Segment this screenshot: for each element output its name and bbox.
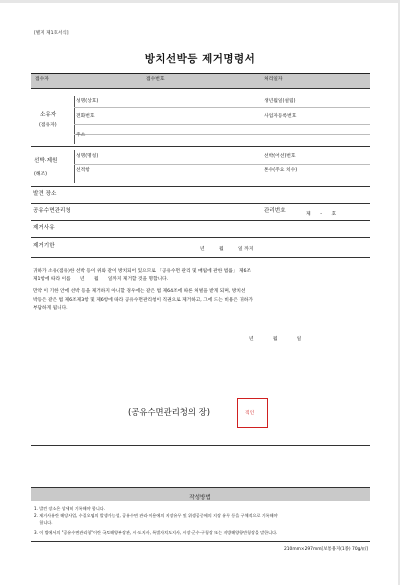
mgmt-number-label: 관리번호 xyxy=(264,208,286,214)
receipt-col-receiver: 접수자 xyxy=(35,77,49,82)
removal-reason-label: 제거사유 xyxy=(33,225,55,231)
owner-bizno-field: 사업자등록번호 xyxy=(264,114,297,119)
vessel-number-field: 선박(어선)번호 xyxy=(264,154,296,159)
guide-note-3: 3. 이 법에서의 "공유수면관리청"이란 국토해양부장관, 시·도지사, 특별자치도지사, 시장·군수·구청장 또는 지방해양항만청장을 말한니다. xyxy=(34,530,278,535)
body-paragraph-2-line-3: 부담하게 됩니다. xyxy=(33,306,68,311)
body-paragraph-2-line-1: 만약 이 기한 안에 선박 등을 제거하지 아니할 경우에는 같은 법 제64조에 따른 처벌을 받게 되며, 방치선 xyxy=(33,289,246,294)
removal-deadline-value: 년 월 일 까지 xyxy=(200,247,254,252)
authority-bottom-border xyxy=(31,220,370,221)
owner-label: 소유자 xyxy=(40,112,57,118)
owner-sub-label: (점유자) xyxy=(39,123,57,128)
owner-birth-field: 생년월일(설립) xyxy=(264,99,296,104)
owner-rule-3 xyxy=(74,134,370,135)
receipt-bottom-border xyxy=(31,88,370,89)
guide-note-2-cont: 합니다. xyxy=(34,520,53,525)
mgmt-number-value: 제 - 호 xyxy=(306,212,337,217)
body-paragraph-1-line-1: 귀하가 소유(점유)한 선박 등이 위와 같이 방치되어 있으므로 「공유수면 관리 및 매립에 관한 법률」 제6조 xyxy=(33,269,252,274)
owner-name-field: 성명(상호) xyxy=(76,99,99,104)
official-seal-label: 직인 xyxy=(245,411,255,416)
guide-note-2: 2. 제거사유란 해당사업, 수질오염의 발생가능성, 공유수면 관리·이용에의 지장유무 및 위생공중에의 지장 유무 등을 구체적으로 기록해야 xyxy=(34,513,278,518)
receipt-row xyxy=(31,74,370,88)
removal-deadline-label: 제거기한 xyxy=(33,243,55,249)
vessel-port-field: 선적항 xyxy=(76,168,90,173)
vessel-bottom-border xyxy=(31,186,370,187)
owner-rule-1 xyxy=(74,107,370,108)
discovery-place-label: 발견 장소 xyxy=(33,191,57,197)
reason-bottom-border xyxy=(31,237,370,238)
authority-label: 공유수면관리청 xyxy=(33,208,71,214)
receipt-col-date: 처리일자 xyxy=(264,77,283,82)
guide-note-1: 1. 발견 장소은 상세히 기록해야 합니다. xyxy=(34,506,106,511)
vessel-divider xyxy=(74,150,75,183)
guide-title: 작성방법 xyxy=(189,495,211,501)
body-paragraph-1-line-2: 제1항에 따라 이를 년 월 일까지 제거할 것을 명합니다. xyxy=(33,277,169,282)
vessel-sub-label: (해조) xyxy=(34,172,48,177)
paper-size-note: 210mm×297mm[보통용지(1종) 70g/㎡] xyxy=(283,547,368,552)
guide-bottom-border xyxy=(31,541,370,542)
vessel-tonnage-field: 톤수(주요 치수) xyxy=(264,168,298,173)
deadline-bottom-border xyxy=(31,257,370,258)
window-top-frame xyxy=(0,0,400,3)
signing-authority: (공유수면관리청의 장) xyxy=(128,407,211,417)
discovery-bottom-border xyxy=(31,203,370,204)
form-number-label: [별지 제1호서식] xyxy=(34,31,69,36)
owner-phone-field: 전화번호 xyxy=(76,114,95,119)
document-title: 방치선박등 제거명령서 xyxy=(144,53,256,65)
table-top-border xyxy=(31,73,370,74)
signature-bottom-border xyxy=(31,445,370,446)
vessel-rule xyxy=(74,164,370,165)
receipt-col-number: 접수번호 xyxy=(146,77,165,82)
vessel-name-field: 성명(명칭) xyxy=(76,154,99,159)
owner-address-field: 주소 xyxy=(76,133,86,138)
vessel-label: 선박·제원 xyxy=(34,158,58,164)
issue-date-line: 년 월 일 xyxy=(249,337,302,342)
owner-divider xyxy=(74,96,75,144)
body-paragraph-2-line-2: 박등은 같은 법 제6조제3항 및 제6항에 따라 공유수면관리청이 직권으로 제거하고, 그에 드는 비용은 귀하가 xyxy=(33,298,253,303)
guide-top-border xyxy=(31,487,370,488)
owner-bottom-border xyxy=(31,146,370,147)
owner-rule-2 xyxy=(74,124,370,125)
